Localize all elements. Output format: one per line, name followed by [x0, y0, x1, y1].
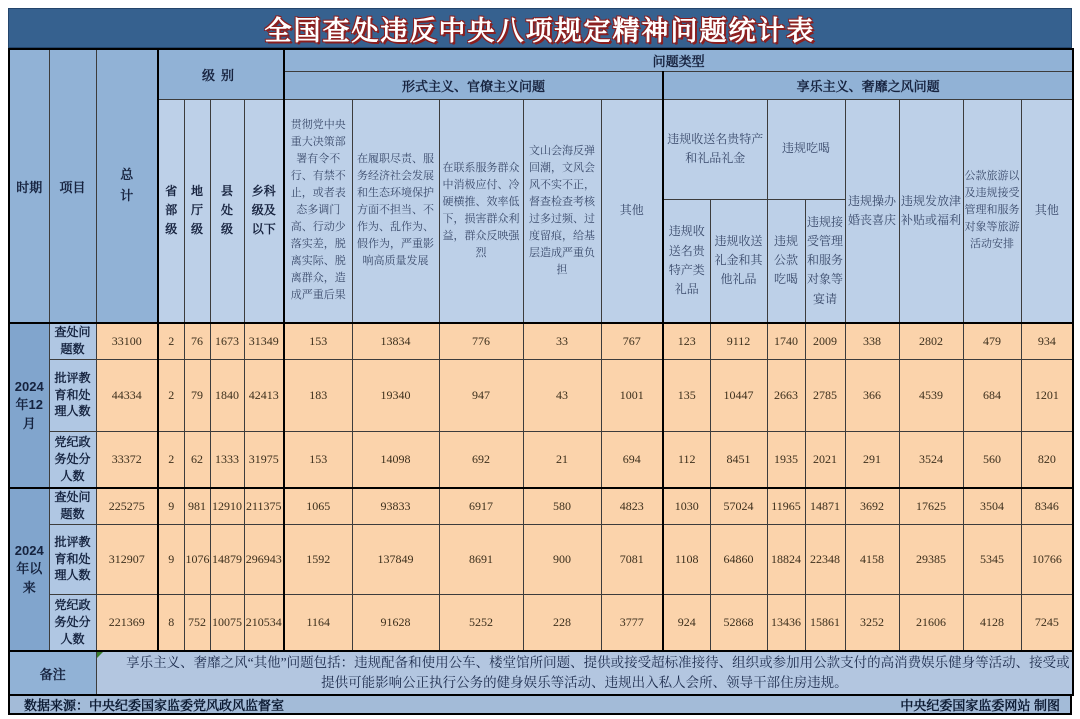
data-cell: 366 [845, 359, 899, 431]
data-cell: 183 [284, 359, 352, 431]
data-cell: 6917 [439, 488, 523, 524]
data-cell: 2009 [805, 323, 845, 359]
col-header-period: 时期 [9, 49, 49, 323]
data-cell: 8451 [710, 431, 767, 488]
data-cell: 33 [523, 323, 601, 359]
col-header-level-band: 级别 [158, 49, 284, 99]
data-cell: 10075 [210, 594, 244, 651]
data-cell: 479 [963, 323, 1021, 359]
data-cell: 338 [845, 323, 899, 359]
data-cell: 76 [184, 323, 210, 359]
row-label: 批评教育和处理人数 [49, 359, 96, 431]
data-cell: 93833 [352, 488, 439, 524]
data-cell: 684 [963, 359, 1021, 431]
data-cell: 291 [845, 431, 899, 488]
col-header-formalism-4: 文山会海反弹回潮，文风会风不实不正，督查检查考核过多过频、过度留痕，给基层造成严重负担 [523, 99, 601, 323]
data-cell: 8346 [1021, 488, 1073, 524]
table-row [9, 359, 1073, 431]
col-header-level-province: 省部级 [158, 99, 184, 323]
data-cell: 9 [158, 488, 184, 524]
data-cell: 3777 [601, 594, 663, 651]
data-cell: 1065 [284, 488, 352, 524]
data-cell: 4128 [963, 594, 1021, 651]
col-header-wedding: 违规操办婚丧喜庆 [845, 99, 899, 323]
data-cell: 31975 [244, 431, 284, 488]
data-cell: 21606 [899, 594, 963, 651]
col-header-gift-group: 违规收送名贵特产和礼品礼金 [663, 99, 767, 199]
col-header-public-travel: 公款旅游以及违规接受管理和服务对象等旅游活动安排 [963, 99, 1021, 323]
col-header-allowance: 违规发放津补贴或福利 [899, 99, 963, 323]
data-cell: 1201 [1021, 359, 1073, 431]
remark-text: 享乐主义、奢靡之风“其他”问题包括：违规配备和使用公车、楼堂馆所问题、提供或接受超标准接待、组织或参加用公款支付的高消费娱乐健身等活动、接受或提供可能影响公正执行公务的健身娱乐等活动、违规出入私人会所、领导干部住房违规。 [126, 654, 1070, 690]
data-cell: 19340 [352, 359, 439, 431]
data-cell: 137849 [352, 524, 439, 594]
total-label: 总计 [120, 167, 134, 203]
data-cell: 62 [184, 431, 210, 488]
page-title: 全国查处违反中央八项规定精神问题统计表 [264, 15, 816, 46]
footer-bar [8, 696, 1072, 715]
data-cell: 2785 [805, 359, 845, 431]
data-cell: 91628 [352, 594, 439, 651]
col-header-item: 项目 [49, 49, 96, 323]
row-label: 批评教育和处理人数 [49, 524, 96, 594]
table-row [9, 431, 1073, 488]
data-cell: 2 [158, 431, 184, 488]
data-cell: 5252 [439, 594, 523, 651]
data-cell: 123 [663, 323, 710, 359]
data-cell: 1740 [767, 323, 805, 359]
data-cell: 221369 [96, 594, 158, 651]
data-cell: 2663 [767, 359, 805, 431]
data-cell: 57024 [710, 488, 767, 524]
data-cell: 9112 [710, 323, 767, 359]
remark-cell [96, 651, 1073, 695]
data-cell: 900 [523, 524, 601, 594]
data-cell: 2802 [899, 323, 963, 359]
data-cell: 312907 [96, 524, 158, 594]
data-cell: 14871 [805, 488, 845, 524]
data-cell: 4823 [601, 488, 663, 524]
data-source: 数据来源：中央纪委国家监委党风政风监督室 [24, 698, 285, 713]
col-header-formalism-band: 形式主义、官僚主义问题 [284, 71, 663, 99]
statistics-table [8, 48, 1074, 696]
table-row [9, 488, 1073, 524]
data-cell: 694 [601, 431, 663, 488]
data-cell: 4158 [845, 524, 899, 594]
data-cell: 12910 [210, 488, 244, 524]
data-cell: 1840 [210, 359, 244, 431]
row-label: 党纪政务处分人数 [49, 431, 96, 488]
data-cell: 1333 [210, 431, 244, 488]
data-cell: 33100 [96, 323, 158, 359]
row-label: 党纪政务处分人数 [49, 594, 96, 651]
table-row [9, 323, 1073, 359]
data-cell: 9 [158, 524, 184, 594]
data-cell: 21 [523, 431, 601, 488]
data-cell: 934 [1021, 323, 1073, 359]
col-header-gift-sub-2: 违规收送礼金和其他礼品 [710, 199, 767, 323]
data-cell: 767 [601, 323, 663, 359]
data-cell: 1935 [767, 431, 805, 488]
col-header-problem-type-band: 问题类型 [284, 49, 1073, 71]
data-cell: 31349 [244, 323, 284, 359]
data-cell: 981 [184, 488, 210, 524]
data-cell: 11965 [767, 488, 805, 524]
data-cell: 7245 [1021, 594, 1073, 651]
data-cell: 8691 [439, 524, 523, 594]
data-cell: 228 [523, 594, 601, 651]
data-cell: 112 [663, 431, 710, 488]
col-header-dining-sub-1: 违规公款吃喝 [767, 199, 805, 323]
data-cell: 211375 [244, 488, 284, 524]
data-cell: 10766 [1021, 524, 1073, 594]
data-cell: 1030 [663, 488, 710, 524]
data-cell: 29385 [899, 524, 963, 594]
data-cell: 135 [663, 359, 710, 431]
data-cell: 79 [184, 359, 210, 431]
cell-flag-triangle [97, 652, 103, 658]
data-cell: 2021 [805, 431, 845, 488]
col-header-total [96, 49, 158, 323]
data-cell: 8 [158, 594, 184, 651]
data-cell: 752 [184, 594, 210, 651]
period-label: 2024年12月 [9, 323, 49, 488]
col-header-formalism-1: 贯彻党中央重大决策部署有令不行、有禁不止，或者表态多调门高、行动少落实差，脱离实际、脱离群众，造成严重后果 [284, 99, 352, 323]
data-cell: 14879 [210, 524, 244, 594]
data-cell: 5345 [963, 524, 1021, 594]
credit: 中央纪委国家监委网站 制图 [900, 698, 1060, 713]
data-cell: 33372 [96, 431, 158, 488]
data-cell: 3252 [845, 594, 899, 651]
data-cell: 18824 [767, 524, 805, 594]
data-cell: 4539 [899, 359, 963, 431]
data-cell: 1164 [284, 594, 352, 651]
data-cell: 560 [963, 431, 1021, 488]
row-label: 查处问题数 [49, 323, 96, 359]
data-cell: 153 [284, 431, 352, 488]
data-cell: 14098 [352, 431, 439, 488]
table-row [9, 594, 1073, 651]
data-cell: 296943 [244, 524, 284, 594]
data-cell: 153 [284, 323, 352, 359]
col-header-dining-group: 违规吃喝 [767, 99, 845, 199]
data-cell: 7081 [601, 524, 663, 594]
col-header-formalism-3: 在联系服务群众中消极应付、冷硬横推、效率低下，损害群众利益，群众反映强烈 [439, 99, 523, 323]
data-cell: 3692 [845, 488, 899, 524]
data-cell: 64860 [710, 524, 767, 594]
data-cell: 17625 [899, 488, 963, 524]
col-header-dining-sub-2: 违规接受管理和服务对象等宴请 [805, 199, 845, 323]
data-cell: 1673 [210, 323, 244, 359]
data-cell: 580 [523, 488, 601, 524]
data-cell: 820 [1021, 431, 1073, 488]
col-header-formalism-2: 在履职尽责、服务经济社会发展和生态环境保护方面不担当、不作为、乱作为、假作为，严重影响高质量发展 [352, 99, 439, 323]
data-cell: 2 [158, 323, 184, 359]
data-cell: 924 [663, 594, 710, 651]
data-cell: 43 [523, 359, 601, 431]
data-cell: 210534 [244, 594, 284, 651]
data-cell: 22348 [805, 524, 845, 594]
remark-label: 备注 [9, 651, 96, 695]
col-header-level-county: 县处级 [210, 99, 244, 323]
data-cell: 225275 [96, 488, 158, 524]
data-cell: 13436 [767, 594, 805, 651]
data-cell: 2 [158, 359, 184, 431]
col-header-gift-sub-1: 违规收送名贵特产类礼品 [663, 199, 710, 323]
row-label: 查处问题数 [49, 488, 96, 524]
data-cell: 1076 [184, 524, 210, 594]
data-cell: 15861 [805, 594, 845, 651]
data-cell: 692 [439, 431, 523, 488]
sheet [8, 8, 1072, 715]
data-cell: 3504 [963, 488, 1021, 524]
data-cell: 1108 [663, 524, 710, 594]
col-header-level-prefecture: 地厅级 [184, 99, 210, 323]
title-bar [8, 8, 1072, 48]
data-cell: 44334 [96, 359, 158, 431]
data-cell: 776 [439, 323, 523, 359]
data-cell: 3524 [899, 431, 963, 488]
data-cell: 52868 [710, 594, 767, 651]
data-cell: 13834 [352, 323, 439, 359]
data-cell: 1001 [601, 359, 663, 431]
remark-row [9, 651, 1073, 695]
col-header-formalism-other: 其他 [601, 99, 663, 323]
data-cell: 947 [439, 359, 523, 431]
col-header-hedonism-band: 享乐主义、奢靡之风问题 [663, 71, 1073, 99]
data-cell: 10447 [710, 359, 767, 431]
table-row [9, 524, 1073, 594]
period-label: 2024年以来 [9, 488, 49, 651]
col-header-hedonism-other: 其他 [1021, 99, 1073, 323]
data-cell: 1592 [284, 524, 352, 594]
data-cell: 42413 [244, 359, 284, 431]
col-header-level-township: 乡科级及以下 [244, 99, 284, 323]
